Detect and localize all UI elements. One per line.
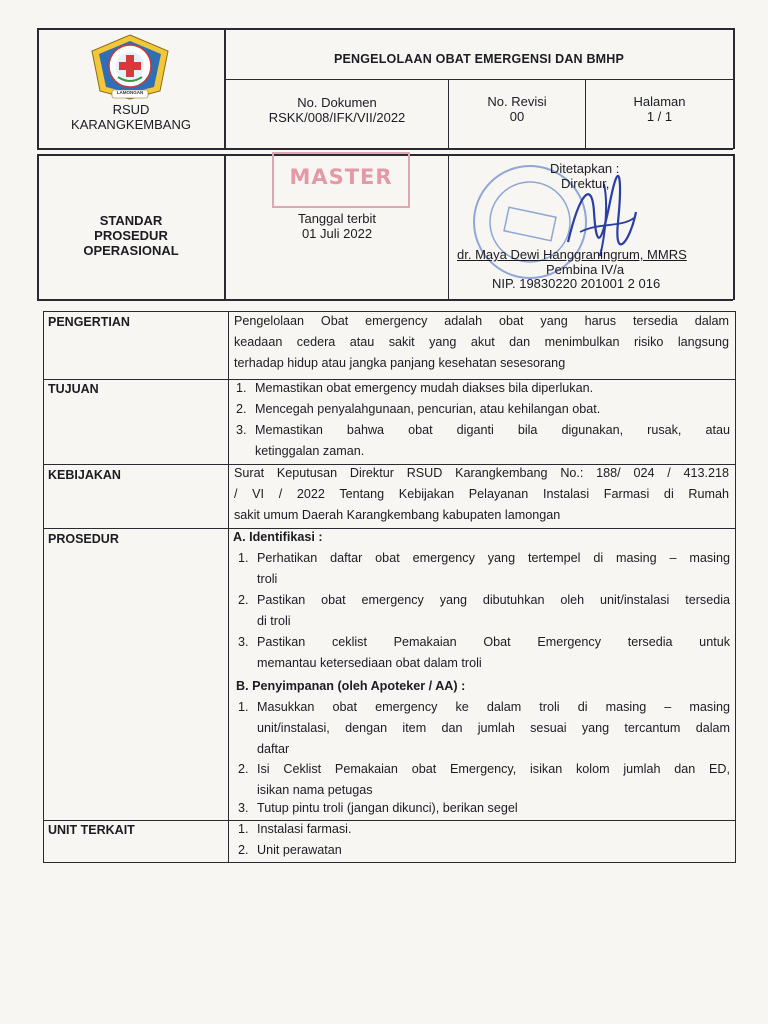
page-label: Halaman (633, 94, 686, 109)
list-number: 1. (238, 700, 249, 714)
approved-role: Direktur, (561, 176, 610, 191)
sop-label-line1: STANDAR (99, 213, 163, 228)
list-number: 1. (238, 551, 249, 565)
signatory-nip: NIP. 19830220 201001 2 016 (492, 276, 661, 291)
document-title: PENGELOLAAN OBAT EMERGENSI DAN BMHP (333, 52, 625, 66)
list-item (238, 759, 730, 801)
kebijakan-line: Surat Keputusan Direktur RSUD Karangkembang No.: 188/ 024 / 413.218 (234, 466, 729, 480)
issued-date: 01 Juli 2022 (301, 226, 373, 241)
list-text: di troli (257, 614, 291, 628)
list-text: Perhatikan daftar obat emergency yang tertempel di masing – masing (257, 551, 730, 565)
list-text: Masukkan obat emergency ke dalam troli di masing – masing (257, 700, 730, 714)
list-text: Memastikan obat emergency mudah diakses bila diperlukan. (255, 381, 594, 395)
list-item (238, 590, 730, 632)
list-text: Pastikan ceklist Pemakaian Obat Emergency tersedia untuk (257, 635, 730, 649)
list-text: daftar (257, 742, 290, 756)
pengertian-line: keadaan cedera atau sakit yang akut dan menimbulkan risiko langsung (234, 335, 729, 349)
list-number: 1. (238, 822, 249, 836)
list-number: 2. (238, 843, 249, 857)
pengertian-line: Pengelolaan Obat emergency adalah obat yang harus tersedia dalam (234, 314, 729, 328)
list-text: Isi Ceklist Pemakaian obat Emergency, isikan kolom jumlah dan ED, (257, 762, 730, 776)
list-item (236, 420, 730, 462)
doc-number-value: RSKK/008/IFK/VII/2022 (268, 110, 406, 125)
list-item (238, 697, 730, 760)
issued-label: Tanggal terbit (297, 211, 377, 226)
list-number: 3. (236, 423, 247, 437)
kebijakan-label: KEBIJAKAN (48, 468, 121, 482)
list-item (238, 840, 730, 861)
list-item (238, 819, 730, 840)
list-item (238, 548, 730, 590)
kebijakan-line: / VI / 2022 Tentang Kebijakan Pelayanan Instalasi Farmasi di Rumah (234, 487, 729, 501)
master-stamp: MASTER (272, 152, 410, 208)
prosedur-subheading-a: A. Identifikasi : (233, 530, 323, 544)
doc-number-label: No. Dokumen (297, 95, 377, 110)
list-item (236, 399, 730, 420)
list-number: 1. (236, 381, 247, 395)
list-number: 3. (238, 801, 249, 815)
tujuan-label: TUJUAN (48, 382, 99, 396)
list-text: Instalasi farmasi. (257, 822, 352, 836)
approved-label: Ditetapkan : (550, 161, 620, 176)
kebijakan-line: sakit umum Daerah Karangkembang kabupaten lamongan (234, 508, 561, 522)
revision-value: 00 (509, 109, 525, 124)
list-text: Pastikan obat emergency yang dibutuhkan oleh unit/instalasi tersedia (257, 593, 730, 607)
sop-label-line3: OPERASIONAL (83, 243, 179, 258)
pengertian-label: PENGERTIAN (48, 315, 130, 329)
list-item (236, 378, 730, 399)
signatory-rank: Pembina IV/a (546, 262, 625, 277)
prosedur-label: PROSEDUR (48, 532, 119, 546)
list-text: Tutup pintu troli (jangan dikunci), berikan segel (257, 801, 518, 815)
list-text: isikan nama petugas (257, 783, 373, 797)
list-text: Unit perawatan (257, 843, 342, 857)
sop-label-line2: PROSEDUR (94, 228, 168, 243)
prosedur-subheading-b: B. Penyimpanan (oleh Apoteker / AA) : (236, 679, 466, 693)
list-number: 2. (238, 762, 249, 776)
list-text: Memastikan bahwa obat diganti bila digunakan, rusak, atau (255, 423, 730, 437)
list-text: unit/instalasi, dengan item dan jumlah sesuai yang tercantum dalam (257, 721, 730, 735)
logo-caption: LAMONGAN (116, 90, 144, 95)
list-number: 2. (236, 402, 247, 416)
page-value: 1 / 1 (646, 109, 673, 124)
list-text: troli (257, 572, 278, 586)
unit-terkait-label: UNIT TERKAIT (48, 823, 135, 837)
list-text: Mencegah penyalahgunaan, pencurian, atau kehilangan obat. (255, 402, 601, 416)
list-text: memantau ketersediaan obat dalam troli (257, 656, 482, 670)
revision-label: No. Revisi (487, 94, 547, 109)
list-item (238, 632, 730, 674)
list-number: 2. (238, 593, 249, 607)
hospital-name-line1: RSUD (112, 102, 150, 117)
list-text: ketinggalan zaman. (255, 444, 365, 458)
signatory-name: dr. Maya Dewi Hanggraningrum, MMRS (457, 247, 687, 262)
pengertian-line: terhadap hidup atau jangka panjang kesehatan sesesorang (234, 356, 566, 370)
list-number: 3. (238, 635, 249, 649)
hospital-name-line2: KARANGKEMBANG (71, 117, 191, 132)
list-item (238, 798, 730, 819)
